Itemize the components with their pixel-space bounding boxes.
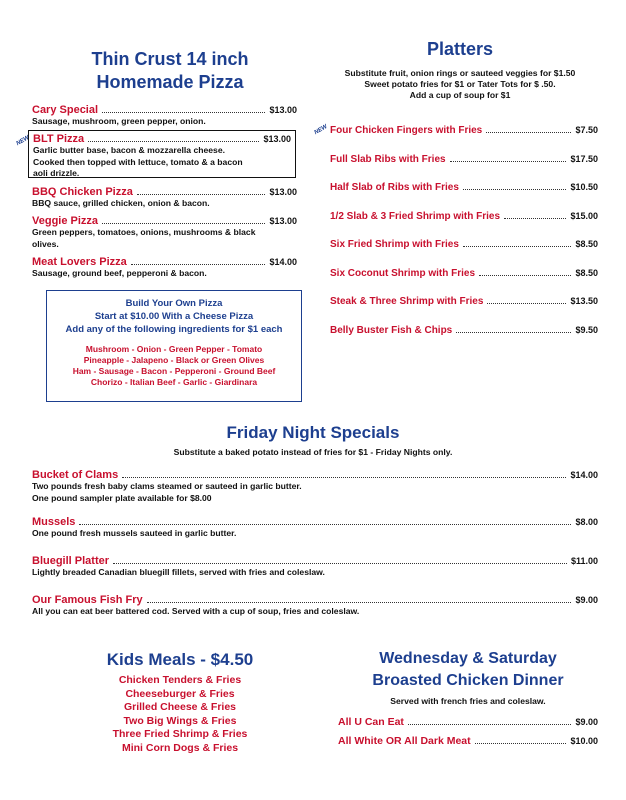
broasted-note: Served with french fries and coleslaw. (390, 696, 546, 706)
leader-dots (463, 246, 572, 247)
pizza-item-bbq (32, 186, 297, 210)
leader-dots (79, 524, 571, 525)
item-price: $13.00 (263, 134, 291, 144)
item-price: $8.50 (575, 267, 598, 278)
item-desc: Lightly breaded Canadian bluegill fillets, served with fries and coleslaw. (32, 567, 325, 577)
pizza-item-veggie (32, 215, 297, 250)
item-price: $11.00 (570, 556, 598, 566)
item-name: Bluegill Platter (32, 555, 110, 567)
platters-notes (320, 68, 600, 101)
friday-title: Friday Night Specials (226, 423, 400, 442)
leader-dots (102, 223, 265, 224)
item-price: $9.00 (575, 717, 598, 727)
leader-dots (479, 275, 571, 276)
leader-dots (147, 602, 572, 603)
item-name: Six Coconut Shrimp with Fries (330, 267, 476, 279)
build-line1: Build Your Own Pizza (125, 298, 223, 309)
kids-title: Kids Meals - $4.50 (106, 650, 254, 669)
item-price: $8.50 (575, 239, 598, 249)
item-name: Steak & Three Shrimp with Fries (330, 296, 484, 307)
pizza-item-cary (32, 104, 297, 128)
item-desc: One pound sampler plate available for $8.00 (32, 492, 212, 503)
broasted-list (338, 716, 598, 754)
item-price: $14.00 (269, 257, 297, 267)
leader-dots (408, 724, 572, 725)
item-price: $10.00 (570, 736, 598, 746)
broasted-title-line2: Broasted Chicken Dinner (372, 672, 564, 689)
broasted-title-line1: Wednesday & Saturday (379, 650, 557, 667)
item-desc: Garlic butter base, bacon & mozzarella cheese. Cooked then topped with lettuce, tomato & a bacon aoli drizzle. (33, 145, 243, 178)
item-desc: All you can eat beer battered cod. Served with a cup of soup, fries and coleslaw. (32, 606, 360, 616)
item-name: Four Chicken Fingers with Fries (330, 125, 483, 136)
platter-item (330, 296, 598, 325)
pizza-item-meat-lovers (32, 256, 297, 280)
build-your-own-box (46, 290, 302, 402)
platters-note3: Add a cup of soup for $1 (409, 90, 511, 100)
leader-dots (113, 563, 567, 564)
build-line2: Start at $10.00 With a Cheese Pizza (94, 311, 254, 322)
platter-item (330, 154, 598, 183)
friday-item-fish-fry (32, 594, 598, 618)
item-name: Full Slab Ribs with Fries (330, 153, 446, 165)
item-price: $13.00 (269, 187, 297, 197)
item-name: Mussels (32, 516, 76, 528)
item-price: $10.50 (570, 182, 598, 192)
item-price: $13.00 (269, 216, 297, 226)
item-name: Belly Buster Fish & Chips (330, 324, 453, 336)
item-name: Cary Special (32, 104, 99, 116)
friday-item-mussels (32, 516, 598, 540)
leader-dots (122, 477, 566, 478)
friday-item-bluegill (32, 555, 598, 579)
platter-item (330, 239, 598, 268)
leader-dots (137, 194, 266, 195)
item-price: $13.50 (570, 296, 598, 306)
item-name: BBQ Chicken Pizza (32, 186, 133, 198)
item-desc: Sausage, mushroom, green pepper, onion. (32, 116, 206, 126)
item-name: Half Slab of Ribs with Fries (330, 182, 459, 193)
platter-item (330, 211, 598, 240)
item-name: 1/2 Slab & 3 Fried Shrimp with Fries (330, 210, 501, 222)
platters-list (330, 125, 598, 353)
item-price: $15.00 (570, 210, 598, 221)
kids-item: Grilled Cheese & Fries (123, 701, 237, 713)
new-badge: NEW (15, 134, 31, 148)
item-name: BLT Pizza (33, 133, 85, 145)
new-badge: NEW (313, 123, 329, 137)
platter-item (330, 182, 598, 211)
kids-item: Two Big Wings & Fries (123, 714, 237, 727)
kids-item: Three Fried Shrimp & Fries (112, 728, 248, 740)
kids-item: Chicken Tenders & Fries (118, 674, 242, 686)
item-desc: One pound fresh mussels sauteed in garlic butter. (32, 528, 237, 538)
broasted-item (338, 716, 598, 735)
broasted-title (340, 648, 596, 692)
leader-dots (102, 112, 265, 113)
platters-note2: Sweet potato fries for $1 or Tater Tots for $ .50. (364, 79, 556, 89)
item-desc: Sausage, ground beef, pepperoni & bacon. (32, 268, 207, 278)
friday-item-clams (32, 469, 598, 504)
kids-list (70, 674, 290, 755)
build-line3: Add any of the following ingredients for $1 each (65, 324, 283, 335)
item-price: $17.50 (570, 153, 598, 164)
platter-item (330, 325, 598, 354)
pizza-title-line1: Thin Crust 14 inch (91, 49, 249, 69)
leader-dots (504, 218, 566, 219)
platter-item (330, 125, 598, 154)
leader-dots (475, 743, 567, 744)
item-price: $9.50 (575, 324, 598, 335)
pizza-item-blt (28, 130, 296, 178)
item-name: Six Fried Shrimp with Fries (330, 239, 459, 250)
ingredients-line: Pineapple - Jalapeno - Black or Green Olives (83, 355, 265, 365)
kids-item: Cheeseburger & Fries (125, 687, 235, 700)
platters-note1: Substitute fruit, onion rings or sauteed veggies for $1.50 (344, 68, 576, 78)
item-price: $7.50 (575, 125, 598, 135)
leader-dots (486, 132, 571, 133)
leader-dots (131, 264, 266, 265)
broasted-item (338, 735, 598, 754)
item-desc: BBQ sauce, grilled chicken, onion & bacon. (32, 198, 210, 208)
ingredients-line: Chorizo - Italian Beef - Garlic - Giardinara (90, 377, 258, 387)
kids-item: Mini Corn Dogs & Fries (121, 741, 239, 754)
item-desc: Green peppers, tomatoes, onions, mushrooms & black olives. (32, 227, 256, 249)
item-price: $9.00 (575, 595, 598, 605)
pizza-title (60, 48, 280, 94)
item-price: $8.00 (575, 517, 598, 527)
item-name: All U Can Eat (338, 716, 404, 728)
item-name: Meat Lovers Pizza (32, 256, 127, 268)
item-desc: Two pounds fresh baby clams steamed or sauteed in garlic butter. (32, 481, 302, 491)
pizza-title-line2: Homemade Pizza (96, 72, 244, 92)
platter-item (330, 268, 598, 297)
leader-dots (456, 332, 571, 333)
item-name: All White OR All Dark Meat (338, 735, 471, 747)
platters-title: Platters (426, 39, 494, 59)
item-name: Our Famous Fish Fry (32, 594, 143, 606)
item-name: Veggie Pizza (32, 215, 99, 227)
leader-dots (487, 303, 566, 304)
item-price: $14.00 (570, 470, 598, 480)
item-price: $13.00 (269, 105, 297, 115)
item-name: Bucket of Clams (32, 469, 119, 481)
leader-dots (450, 161, 567, 162)
leader-dots (463, 189, 567, 190)
ingredients-line: Mushroom - Onion - Green Pepper - Tomato (85, 344, 263, 354)
friday-note: Substitute a baked potato instead of fries for $1 - Friday Nights only. (173, 447, 453, 457)
leader-dots (88, 141, 259, 142)
ingredients-line: Ham - Sausage - Bacon - Pepperoni - Ground Beef (72, 366, 276, 376)
